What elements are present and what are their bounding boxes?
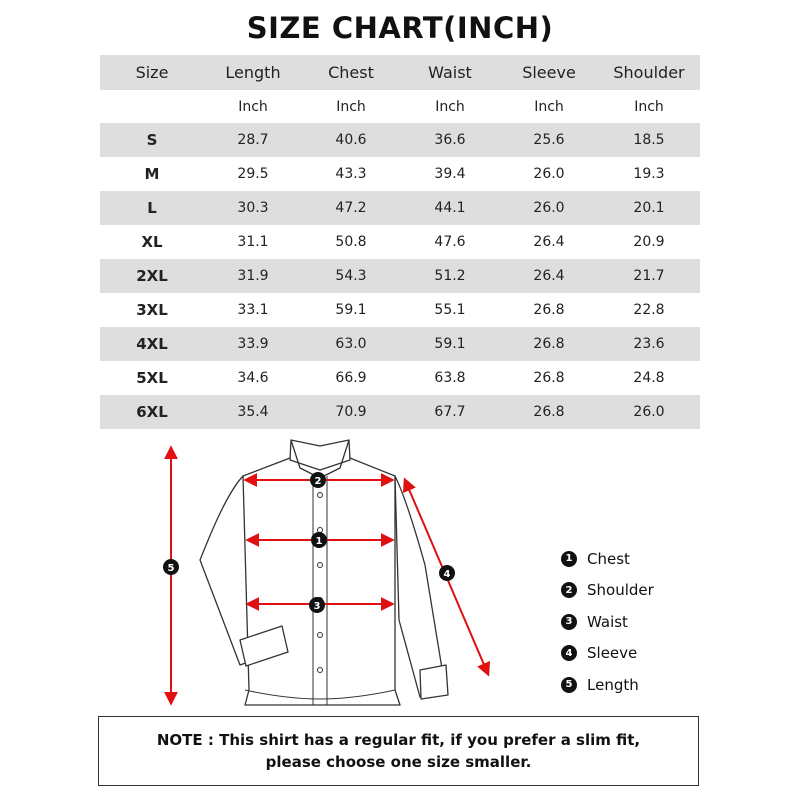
table-row bbox=[100, 327, 700, 361]
legend-item-waist bbox=[561, 606, 654, 638]
waist-cell: 67.7 bbox=[400, 395, 500, 429]
length-cell: 30.3 bbox=[204, 191, 302, 225]
table-row bbox=[100, 123, 700, 157]
shoulder-cell: 24.8 bbox=[633, 370, 665, 386]
waist-cell: 47.6 bbox=[434, 234, 466, 250]
legend-item-chest bbox=[561, 543, 654, 575]
number-3-icon: 3 bbox=[561, 614, 577, 630]
marker-2 bbox=[310, 472, 326, 488]
length-cell: 33.9 bbox=[204, 327, 302, 361]
chest-cell: 70.9 bbox=[302, 395, 400, 429]
table-row bbox=[100, 259, 700, 293]
page-title: SIZE CHART(INCH) bbox=[246, 11, 554, 45]
shoulder-cell: 22.8 bbox=[633, 302, 665, 318]
legend-label: Sleeve bbox=[587, 644, 638, 663]
number-4-icon: 4 bbox=[561, 645, 577, 661]
size-cell: 5XL bbox=[136, 369, 168, 387]
svg-text:1: 1 bbox=[315, 536, 323, 547]
sleeve-cell: 26.0 bbox=[500, 191, 598, 225]
svg-text:5: 5 bbox=[167, 563, 175, 574]
length-cell: 29.5 bbox=[237, 166, 269, 182]
size-cell: 3XL bbox=[136, 301, 168, 319]
marker-1 bbox=[311, 532, 327, 548]
note-line-2: please choose one size smaller. bbox=[265, 753, 532, 771]
sleeve-cell: 26.4 bbox=[500, 259, 598, 293]
shoulder-cell: 18.5 bbox=[598, 123, 700, 157]
size-cell: M bbox=[144, 165, 160, 183]
sleeve-cell: 26.8 bbox=[500, 327, 598, 361]
size-cell: 6XL bbox=[100, 395, 204, 429]
waist-cell: 55.1 bbox=[434, 302, 466, 318]
sleeve-cell: 26.8 bbox=[533, 370, 565, 386]
chest-cell: 54.3 bbox=[302, 259, 400, 293]
legend-label: Waist bbox=[587, 612, 628, 631]
size-cell: L bbox=[100, 191, 204, 225]
table-row bbox=[100, 395, 700, 429]
number-2-icon: 2 bbox=[561, 582, 577, 598]
number-5-icon: 5 bbox=[561, 677, 577, 693]
shoulder-cell: 20.1 bbox=[598, 191, 700, 225]
chest-cell: 59.1 bbox=[335, 302, 367, 318]
table-row bbox=[100, 293, 700, 327]
sleeve-cell: 26.8 bbox=[533, 302, 565, 318]
chest-cell: 63.0 bbox=[302, 327, 400, 361]
legend-item-length bbox=[561, 669, 654, 701]
length-cell: 28.7 bbox=[204, 123, 302, 157]
shoulder-cell: 23.6 bbox=[598, 327, 700, 361]
marker-3 bbox=[309, 597, 325, 613]
unit-cell: Inch bbox=[634, 98, 664, 115]
legend-item-sleeve bbox=[561, 638, 654, 670]
table-row bbox=[100, 225, 700, 259]
length-cell: 35.4 bbox=[204, 395, 302, 429]
table-row bbox=[100, 157, 700, 191]
waist-cell: 63.8 bbox=[434, 370, 466, 386]
table-header-row bbox=[100, 55, 700, 90]
legend-label: Chest bbox=[587, 549, 630, 568]
marker-5 bbox=[163, 559, 179, 575]
measurement-legend bbox=[561, 543, 654, 701]
size-cell: XL bbox=[141, 233, 163, 251]
unit-cell: Inch bbox=[336, 98, 366, 115]
length-cell: 33.1 bbox=[237, 302, 269, 318]
header-waist: Waist bbox=[400, 55, 500, 90]
chest-cell: 66.9 bbox=[335, 370, 367, 386]
size-cell: 4XL bbox=[100, 327, 204, 361]
header-size: Size bbox=[100, 55, 204, 90]
unit-cell bbox=[100, 90, 204, 123]
sleeve-cell: 26.8 bbox=[500, 395, 598, 429]
number-1-icon: 1 bbox=[561, 551, 577, 567]
sleeve-cell: 26.0 bbox=[533, 166, 565, 182]
size-cell: 2XL bbox=[100, 259, 204, 293]
chest-cell: 40.6 bbox=[302, 123, 400, 157]
chest-cell: 50.8 bbox=[335, 234, 367, 250]
svg-text:2: 2 bbox=[314, 476, 322, 487]
table-units-row bbox=[100, 90, 700, 123]
unit-cell: Inch bbox=[534, 98, 564, 115]
unit-cell: Inch bbox=[238, 98, 268, 115]
note-line-1: NOTE : This shirt has a regular fit, if you prefer a slim fit, bbox=[156, 731, 641, 749]
header-sleeve: Sleeve bbox=[500, 55, 598, 90]
sleeve-cell: 25.6 bbox=[500, 123, 598, 157]
legend-item-shoulder bbox=[561, 575, 654, 607]
length-cell: 31.1 bbox=[237, 234, 269, 250]
table-row bbox=[100, 191, 700, 225]
svg-text:3: 3 bbox=[313, 601, 321, 612]
header-shoulder: Shoulder bbox=[598, 55, 700, 90]
size-table bbox=[100, 55, 700, 429]
marker-4 bbox=[439, 565, 455, 581]
header-chest: Chest bbox=[302, 55, 400, 90]
shoulder-cell: 26.0 bbox=[598, 395, 700, 429]
chest-cell: 43.3 bbox=[335, 166, 367, 182]
size-cell: S bbox=[100, 123, 204, 157]
waist-cell: 44.1 bbox=[400, 191, 500, 225]
sleeve-cell: 26.4 bbox=[533, 234, 565, 250]
shirt-measurement-diagram bbox=[150, 432, 500, 712]
waist-cell: 59.1 bbox=[400, 327, 500, 361]
chest-cell: 47.2 bbox=[302, 191, 400, 225]
header-length: Length bbox=[204, 55, 302, 90]
waist-cell: 36.6 bbox=[400, 123, 500, 157]
unit-cell: Inch bbox=[435, 98, 465, 115]
legend-label: Length bbox=[587, 675, 639, 694]
shoulder-cell: 21.7 bbox=[598, 259, 700, 293]
fit-note-box bbox=[98, 716, 699, 786]
waist-cell: 51.2 bbox=[400, 259, 500, 293]
length-cell: 34.6 bbox=[237, 370, 269, 386]
shoulder-cell: 19.3 bbox=[633, 166, 665, 182]
table-row bbox=[100, 361, 700, 395]
legend-label: Shoulder bbox=[587, 581, 654, 600]
waist-cell: 39.4 bbox=[434, 166, 466, 182]
svg-text:4: 4 bbox=[443, 569, 451, 580]
shoulder-cell: 20.9 bbox=[633, 234, 665, 250]
length-cell: 31.9 bbox=[204, 259, 302, 293]
